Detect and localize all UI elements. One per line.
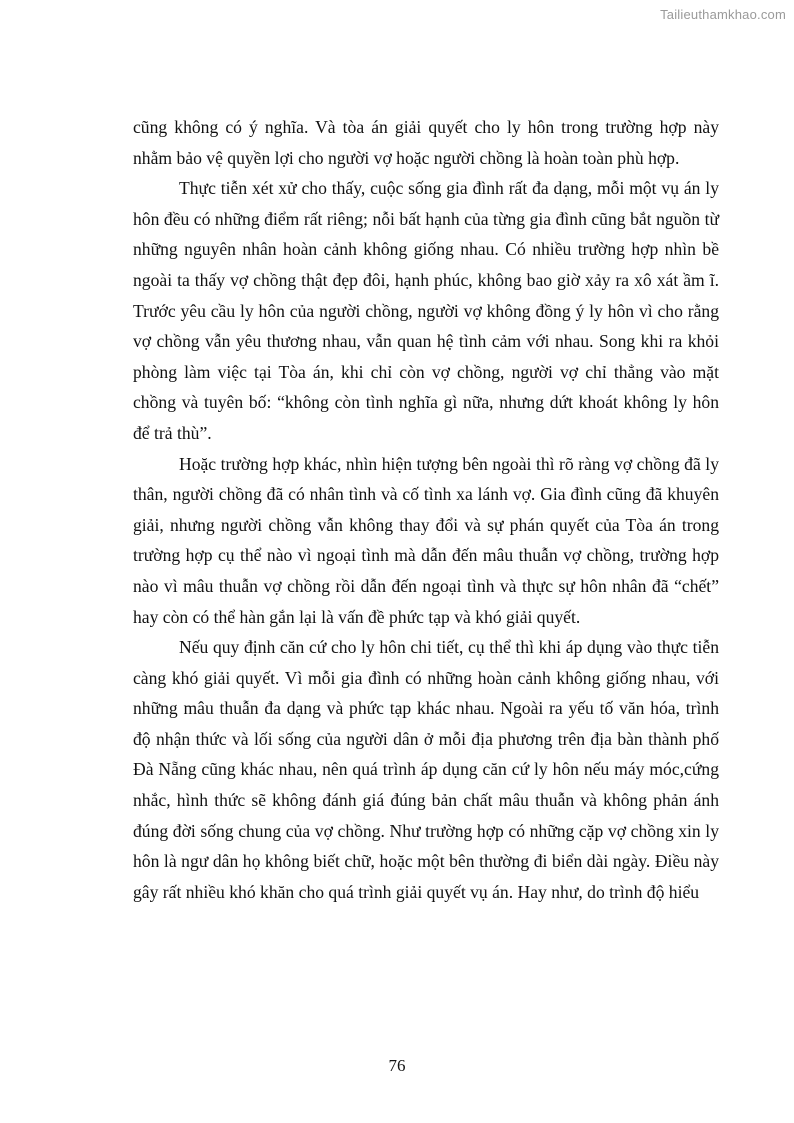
paragraph-4: Nếu quy định căn cứ cho ly hôn chi tiết, cụ thể thì khi áp dụng vào thực tiễn càng khó giải quyết. Vì mỗi gia đình có những hoàn cảnh không giống nhau, với những mâu thuẫn đa dạng và phức tạp khác nhau. Ngoài ra yếu tố văn hóa, trình độ nhận thức và lối sống của người dân ở mỗi địa phương trên địa bàn thành phố Đà Nẵng cũng khác nhau, nên quá trình áp dụng căn cứ ly hôn nếu máy móc,cứng nhắc, hình thức sẽ không đánh giá đúng bản chất mâu thuẫn và không phản ánh đúng đời sống chung của vợ chồng. Như trường hợp có những cặp vợ chồng xin ly hôn là ngư dân họ không biết chữ, hoặc một bên thường đi biển dài ngày. Điều này gây rất nhiều khó khăn cho quá trình giải quyết vụ án. Hay như, do trình độ hiểu <box>133 637 719 902</box>
paragraph-2: Thực tiễn xét xử cho thấy, cuộc sống gia đình rất đa dạng, mỗi một vụ án ly hôn đều có những điểm rất riêng; nỗi bất hạnh của từng gia đình cũng bắt nguồn từ những nguyên nhân hoàn cảnh không giống nhau. Có nhiều trường hợp nhìn bề ngoài ta thấy vợ chồng thật đẹp đôi, hạnh phúc, không bao giờ xảy ra xô xát ầm ĩ. Trước yêu cầu ly hôn của người chồng, người vợ không đồng ý ly hôn vì cho rằng vợ chồng vẫn yêu thương nhau, vẫn quan hệ tình cảm với nhau. Song khi ra khỏi phòng làm việc tại Tòa án, khi chỉ còn vợ chồng, người vợ chỉ thẳng vào mặt chồng và tuyên bố: “không còn tình nghĩa gì nữa, nhưng dứt khoát không ly hôn để trả thù”. <box>133 178 719 443</box>
watermark-text: Tailieuthamkhao.com <box>660 7 786 22</box>
paragraph-1: cũng không có ý nghĩa. Và tòa án giải quyết cho ly hôn trong trường hợp này nhằm bảo vệ quyền lợi cho người vợ hoặc người chồng là hoàn toàn phù hợp. <box>133 117 719 168</box>
page-body <box>133 112 719 907</box>
page-number: 76 <box>388 1056 406 1075</box>
paragraph-3: Hoặc trường hợp khác, nhìn hiện tượng bên ngoài thì rõ ràng vợ chồng đã ly thân, người chồng đã có nhân tình và cố tình xa lánh vợ. Gia đình cũng đã khuyên giải, nhưng người chồng vẫn không thay đổi và sự phán quyết của Tòa án trong trường hợp cụ thể nào vì ngoại tình mà dẫn đến mâu thuẫn vợ chồng, trường hợp nào vì mâu thuẫn vợ chồng rồi dẫn đến ngoại tình và thực sự hôn nhân đã “chết” hay còn có thể hàn gắn lại là vấn đề phức tạp và khó giải quyết. <box>133 453 719 627</box>
